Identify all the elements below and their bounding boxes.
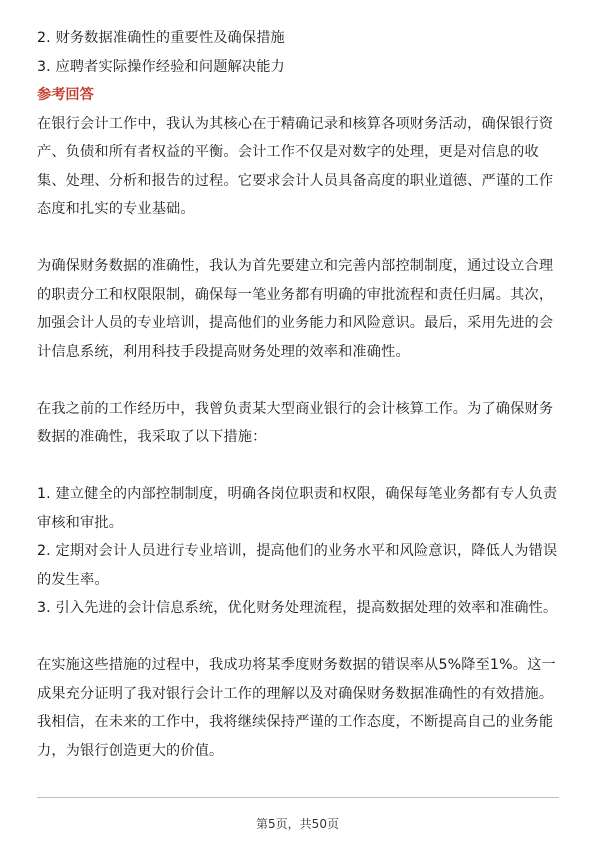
paragraph-line: 加强会计人员的专业培训，提高他们的业务能力和风险意识。最后，采用先进的会	[37, 315, 554, 331]
paragraph-line: 产、负债和所有者权益的平衡。会计工作不仅是对数字的处理，更是对信息的收	[37, 144, 539, 160]
paragraph	[37, 252, 559, 366]
paragraph-line: 在我之前的工作经历中，我曾负责某大型商业银行的会计核算工作。为了确保财务	[37, 400, 554, 417]
paragraph-line: 我相信，在未来的工作中，我将继续保持严谨的工作态度，不断提高自己的业务能	[37, 714, 554, 730]
paragraph-line: 成果充分证明了我对银行会计工作的理解以及对确保财务数据准确性的有效措施。	[37, 685, 554, 702]
paragraph	[37, 651, 559, 765]
paragraph	[37, 110, 559, 224]
paragraph-line: 态度和扎实的专业基础。	[37, 201, 195, 217]
paragraph	[37, 395, 559, 452]
paragraph-gap	[37, 452, 559, 481]
list-item-line: 2. 定期对会计人员进行专业培训，提高他们的业务水平和风险意识，降低人为错误	[37, 543, 558, 559]
document-body	[37, 24, 559, 765]
paragraph-line: 数据的准确性，我采取了以下措施：	[37, 429, 267, 445]
paragraph-line: 力，为银行创造更大的价值。	[37, 742, 224, 759]
paragraph-line: 在实施这些措施的过程中，我成功将某季度财务数据的错误率从5%降至1%。这一	[37, 657, 556, 673]
point-item: 3. 应聘者实际操作经验和问题解决能力	[37, 58, 285, 75]
measures-list	[37, 480, 559, 623]
paragraph-line: 为确保财务数据的准确性，我认为首先要建立和完善内部控制制度，通过设立合理	[37, 258, 554, 274]
paragraph-gap	[37, 224, 559, 253]
footer-divider	[37, 797, 559, 798]
paragraph-line: 集、处理、分析和报告的过程。它要求会计人员具备高度的职业道德、严谨的工作	[37, 172, 554, 189]
paragraph-line: 的职责分工和权限限制，确保每一笔业务都有明确的审批流程和责任归属。其次，	[37, 286, 554, 303]
paragraph-gap	[37, 623, 559, 652]
page-number: 第5页，共50页	[256, 817, 339, 831]
answer-heading: 参考回答	[37, 87, 94, 103]
list-item-line: 3. 引入先进的会计信息系统，优化财务处理流程，提高数据处理的效率和准确性。	[37, 600, 558, 616]
list-item-line: 的发生率。	[37, 571, 109, 588]
list-item-line: 审核和审批。	[37, 514, 124, 531]
point-item: 2. 财务数据准确性的重要性及确保措施	[37, 30, 285, 46]
paragraph-gap	[37, 366, 559, 395]
list-item-line: 1. 建立健全的内部控制制度，明确各岗位职责和权限，确保每笔业务都有专人负责	[37, 486, 558, 502]
paragraph-line: 计信息系统，利用科技手段提高财务处理的效率和准确性。	[37, 343, 410, 360]
paragraph-line: 在银行会计工作中，我认为其核心在于精确记录和核算各项财务活动，确保银行资	[37, 115, 554, 132]
